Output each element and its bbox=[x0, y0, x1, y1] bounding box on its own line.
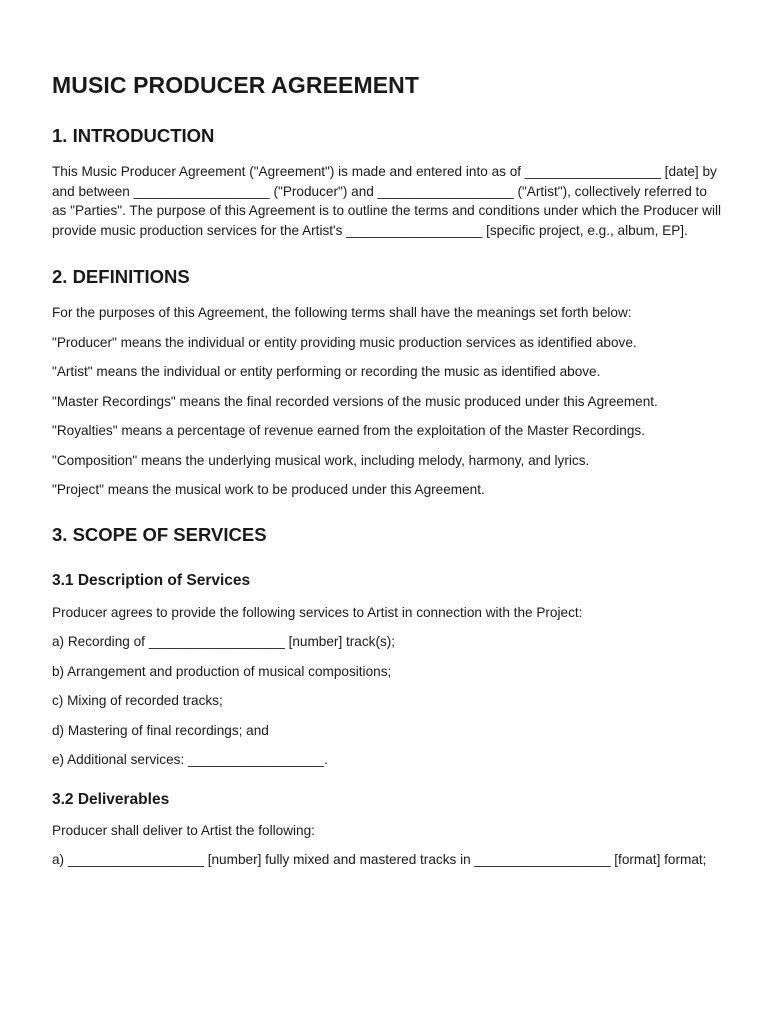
subsection-heading-deliverables: 3.2 Deliverables bbox=[52, 790, 170, 808]
section-heading-introduction: 1. INTRODUCTION bbox=[52, 125, 215, 146]
service-item-mixing: c) Mixing of recorded tracks; bbox=[52, 693, 223, 708]
introduction-paragraph: This Music Producer Agreement ("Agreement") is made and entered into as of __________________ [date] by and between __________________ ("Producer") and __________________ ("Artist"), collectively referred to as "Parties". The purpose of this Agreement is to outline the terms and conditions under which the Producer will provide music production services for the Artist's __________________ [specific project, e.g., album, EP]. bbox=[52, 164, 722, 238]
definition-royalties: "Royalties" means a percentage of revenue earned from the exploitation of the Master Recordings. bbox=[52, 423, 646, 438]
deliverables-lead: Producer shall deliver to Artist the following: bbox=[52, 822, 315, 838]
section-heading-scope-of-services: 3. SCOPE OF SERVICES bbox=[52, 523, 267, 545]
document-body bbox=[52, 70, 722, 870]
service-item-recording: a) Recording of __________________ [number] track(s); bbox=[52, 634, 396, 649]
deliverable-item-tracks: a) __________________ [number] fully mixed and mastered tracks in __________________ [format] format; bbox=[52, 852, 707, 867]
service-item-arrangement: b) Arrangement and production of musical compositions; bbox=[52, 663, 392, 679]
subsection-heading-description-of-services: 3.1 Description of Services bbox=[52, 571, 251, 589]
definition-artist: "Artist" means the individual or entity performing or recording the music as identified above. bbox=[52, 364, 601, 379]
section-heading-definitions: 2. DEFINITIONS bbox=[52, 266, 190, 287]
definition-producer: "Producer" means the individual or entity providing music production services as identified above. bbox=[52, 334, 637, 350]
service-item-mastering: d) Mastering of final recordings; and bbox=[52, 722, 269, 738]
service-item-additional: e) Additional services: __________________. bbox=[52, 752, 328, 767]
definition-composition: "Composition" means the underlying musical work, including melody, harmony, and lyrics. bbox=[52, 452, 590, 468]
definitions-lead: For the purposes of this Agreement, the following terms shall have the meanings set forth below: bbox=[52, 305, 632, 320]
document-title: MUSIC PRODUCER AGREEMENT bbox=[52, 72, 420, 98]
services-lead: Producer agrees to provide the following services to Artist in connection with the Project: bbox=[52, 604, 583, 620]
definition-project: "Project" means the musical work to be produced under this Agreement. bbox=[52, 482, 485, 497]
definition-master-recordings: "Master Recordings" means the final recorded versions of the music produced under this Agreement. bbox=[52, 393, 658, 409]
